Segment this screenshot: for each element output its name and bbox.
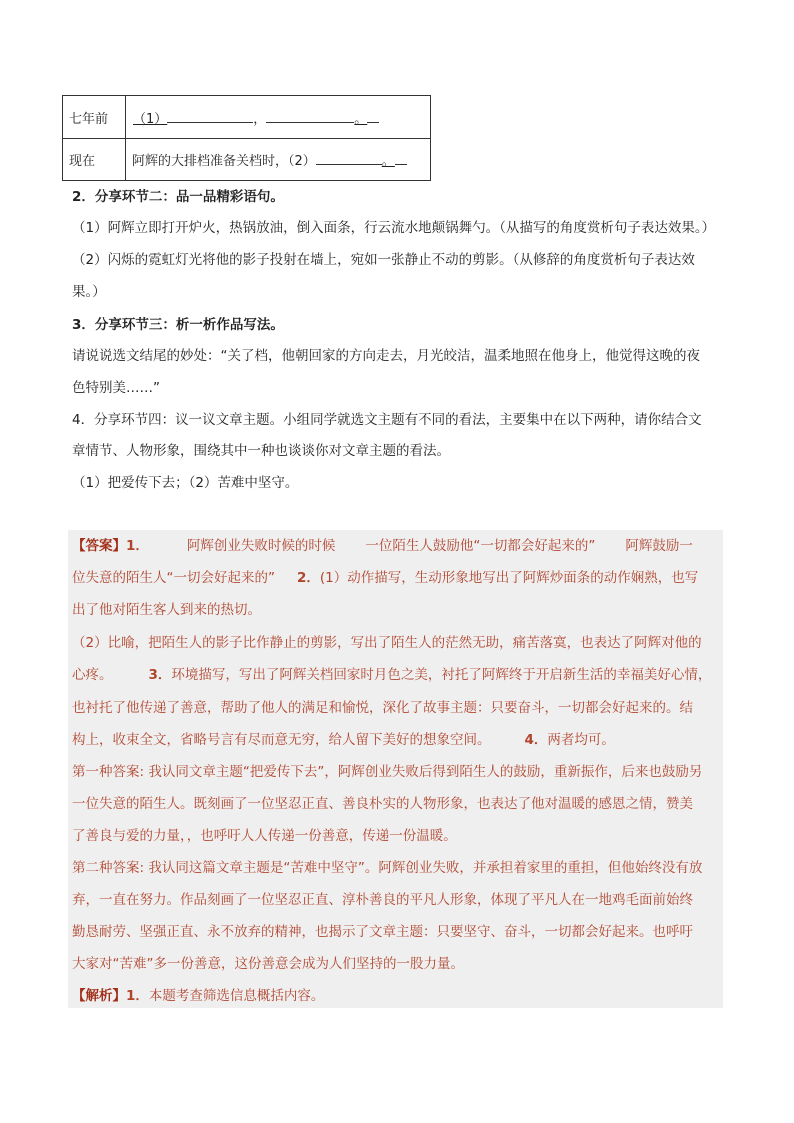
answer-blank-3-tail — [395, 164, 407, 165]
analysis-line — [72, 984, 324, 1004]
question-2-title: 2．分享环节二：品一品精彩语句。 — [72, 189, 284, 205]
answer-blank-3 — [316, 164, 382, 165]
answer-text: 本题考查筛选信息概括内容。 — [148, 988, 325, 1004]
table-row — [63, 139, 431, 181]
row1-end: 。 — [354, 111, 368, 127]
question-3-text: 请说说选文结尾的妙处：“关了档，他朝回家的方向走去，月光皎洁，温柔地照在他身上，他觉得这晚的夜 — [72, 348, 700, 364]
question-3-title: 3．分享环节三：析一析作品写法。 — [72, 317, 284, 333]
answer-text: 心疼。 — [72, 667, 113, 683]
answer-blank-2 — [266, 122, 354, 123]
answer-line: （2）比喻，把陌生人的影子比作静止的剪影，写出了陌生人的茫然无助，痛苦落寞，也表达了阿辉对他的 — [72, 635, 702, 651]
answer-text: 阿辉鼓励一 — [625, 538, 693, 554]
question-2-2: （2）闪烁的霓虹灯光将他的影子投射在墙上，宛如一张静止不动的剪影。（从修辞的角度赏析句子表达效 — [72, 252, 695, 268]
answer-line: 出了他对陌生客人到来的热切。 — [72, 602, 261, 618]
table-cell-content — [126, 96, 431, 139]
question-4-text: 4．分享环节四：议一议文章主题。小组同学就选文主题有不同的看法，主要集中在以下两种，请你结合文 — [72, 412, 702, 428]
answer-line: 大家对“苦难”多一份善意，这份善意会成为人们坚持的一股力量。 — [72, 956, 464, 972]
question-4-options: （1）把爱传下去；（2）苦难中坚守。 — [72, 475, 299, 491]
answer-number: 2． — [297, 570, 320, 586]
answer-line — [72, 534, 693, 554]
answer-line: 弃，一直在努力。作品刻画了一位坚忍正直、淳朴善良的平凡人形象，体现了平凡人在一地鸡毛面前始终 — [72, 892, 693, 908]
answer-number: 3． — [148, 667, 172, 683]
answer-text: 阿辉创业失败时候的时候 — [186, 538, 336, 554]
answer-text: 位失意的陌生人“一切会好起来的” — [72, 570, 275, 586]
answer-line: 也衬托了他传递了善意，帮助了他人的满足和愉悦，深化了故事主题：只要奋斗，一切都会好起来的。结 — [72, 700, 693, 716]
answer-blank-1 — [167, 122, 253, 123]
question-4-text-cont: 章情节、人物形象，围绕其中一种也谈谈你对文章主题的看法。 — [72, 443, 450, 459]
row2-end: 。 — [381, 154, 395, 169]
table-cell-content — [126, 139, 431, 181]
answer-text: 两者均可。 — [547, 732, 615, 748]
question-3-text-cont: 色特别美……” — [72, 380, 160, 396]
answer-number: 4． — [524, 732, 548, 748]
answer-number: 1． — [126, 988, 149, 1004]
row1-separator: ， — [253, 111, 267, 127]
answer-line: 第二种答案: 我认同这篇文章主题是“苦难中坚守”。阿辉创业失败，并承担着家里的重担，但他始终没有放 — [72, 860, 703, 876]
answer-line: 了善良与爱的力量，，也呼吁人人传递一份善意，传递一份温暖。 — [72, 828, 457, 844]
answer-line: 勤恳耐劳、坚强正直、永不放弃的精神，也揭示了文章主题：只要坚守、奋斗，一切都会好起来。也呼吁 — [72, 924, 693, 940]
answer-text: 环境描写，写出了阿辉关档回家时月色之美，衬托了阿辉终于开启新生活的幸福美好心情， — [171, 667, 712, 683]
analysis-tag: 【解析】 — [72, 988, 126, 1004]
answer-tag: 【答案】 — [72, 538, 126, 554]
table-cell-label: 现在 — [63, 139, 126, 181]
answer-line — [72, 566, 698, 586]
answer-line: 第一种答案: 我认同文章主题“把爱传下去”，阿辉创业失败后得到陌生人的鼓励，重新振作，后来也鼓励另 — [72, 764, 703, 780]
answer-line: 一位失意的陌生人。既刻画了一位坚忍正直、善良朴实的人物形象，也表达了他对温暖的感恩之情，赞美 — [72, 796, 693, 812]
timeline-table — [62, 95, 431, 181]
question-2-2-cont: 果。） — [72, 284, 106, 300]
answer-number: 1． — [126, 538, 149, 554]
answer-text: 一位陌生人鼓励他“一切都会好起来的” — [365, 538, 596, 554]
answer-block — [68, 530, 723, 1008]
table-row — [63, 96, 431, 139]
question-2-1: （1）阿辉立即打开炉火，热锅放油，倒入面条，行云流水地颠锅舞勺。（从描写的角度赏析句子表达效果。） — [72, 220, 716, 236]
answer-line — [72, 663, 711, 683]
table-cell-label: 七年前 — [63, 96, 126, 139]
answer-blank-2-tail — [367, 122, 379, 123]
row1-number: （1） — [133, 111, 168, 127]
answer-text: (1）动作描写，生动形象地写出了阿辉炒面条的动作娴熟，也写 — [319, 570, 699, 586]
row2-text: 阿辉的大排档准备关档时，（2） — [132, 154, 316, 169]
answer-text: 构上，收束全文，省略号言有尽而意无穷，给人留下美好的想象空间。 — [72, 732, 491, 748]
answer-line — [72, 728, 615, 748]
